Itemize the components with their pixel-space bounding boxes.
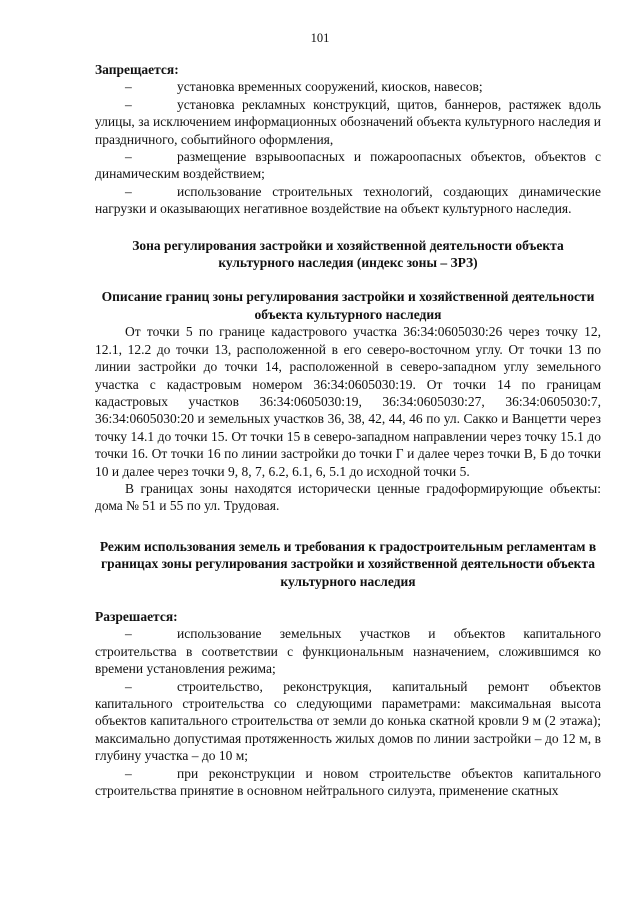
dash-marker: – — [125, 149, 132, 165]
zone-title: Зона регулирования застройки и хозяйственной деятельности объекта культурного наследия (индекс зоны – ЗРЗ) — [132, 237, 564, 271]
dash-marker: – — [125, 183, 132, 199]
prohibited-item-text: установка рекламных конструкций, щитов, баннеров, растяжек вдоль улицы, за исключением информационных обозначений объекта культурного наследия и праздничного, событийного оформления, — [95, 96, 601, 147]
prohibited-item-2 — [95, 96, 601, 148]
prohibited-item-3 — [95, 148, 601, 183]
prohibited-heading: Запрещается: — [95, 62, 179, 77]
allowed-item-text: использование земельных участков и объектов капитального строительства в соответствии с функциональным назначением, сложившимся ко времени установления режима; — [95, 626, 601, 677]
dash-marker: – — [125, 626, 132, 642]
boundaries-paragraph-2: В границах зоны находятся исторически ценные градоформирующие объекты: дома № 51 и 55 по ул. Трудовая. — [95, 480, 601, 514]
allowed-item-3 — [95, 765, 601, 800]
page-content — [95, 61, 601, 799]
allowed-item-1 — [95, 625, 601, 677]
prohibited-item-1 — [95, 78, 601, 95]
prohibited-item-text: установка временных сооружений, киосков, навесов; — [177, 79, 483, 95]
dash-marker: – — [125, 765, 132, 781]
page-number: 101 — [310, 31, 330, 45]
allowed-item-text: строительство, реконструкция, капитальный ремонт объектов капитального строительства со следующими параметрами: максимальная высота объектов капитального строительства от земли до конька скатной кровли 9 м (2 этажа); максимально допустимая протяженность жилых домов по линии застройки – до 12 м, в глубину участка – до 10 м; — [95, 678, 601, 764]
dash-marker: – — [125, 79, 132, 95]
regime-title: Режим использования земель и требования к градостроительным регламентам в границах зоны регулирования застройки и хозяйственной деятельности объекта культурного наследия — [99, 538, 597, 589]
allowed-heading: Разрешается: — [95, 608, 178, 624]
prohibited-item-text: использование строительных технологий, создающих динамические нагрузки и оказывающих негативное воздействие на объект культурного наследия. — [95, 183, 601, 217]
dash-marker: – — [125, 96, 132, 112]
prohibited-item-4 — [95, 183, 601, 218]
allowed-item-text: при реконструкции и новом строительстве объектов капитального строительства принятие в основном нейтрального силуэта, применение скатных — [95, 765, 601, 799]
boundaries-paragraph-1: От точки 5 по границе кадастрового участка 36:34:0605030:26 через точку 12, 12.1, 12.2 до точки 13, расположенной в его северо-восточном углу. От точки 13 по линии застройки до точки 14, расположенной в северо-западном углу земельного участка с кадастровым номером 36:34:0605030:19. От точки 14 по границам кадастровых участков 36:34:0605030:19, 36:34:0605030:27, 36:34:0605030:7, 36:34:0605030:20 и земельных участков 36, 38, 42, 44, 46 по ул. Сакко и Ванцетти через точку 14.1 до точки 15. От точки 15 в северо-западном направлении через точку 15.1 до точки 16. От точки 16 по линии застройки до точки Г и далее через точки В, Б до точки 10 и далее через точки 9, 8, 7, 6.2, 6.1, 6, 5.1 до исходной точки 5. — [95, 324, 601, 479]
boundaries-title: Описание границ зоны регулирования застройки и хозяйственной деятельности объекта культурного наследия — [101, 289, 595, 322]
dash-marker: – — [125, 678, 132, 694]
allowed-item-2 — [95, 678, 601, 765]
prohibited-item-text: размещение взрывоопасных и пожароопасных объектов, объектов с динамическим воздействием; — [95, 149, 601, 182]
